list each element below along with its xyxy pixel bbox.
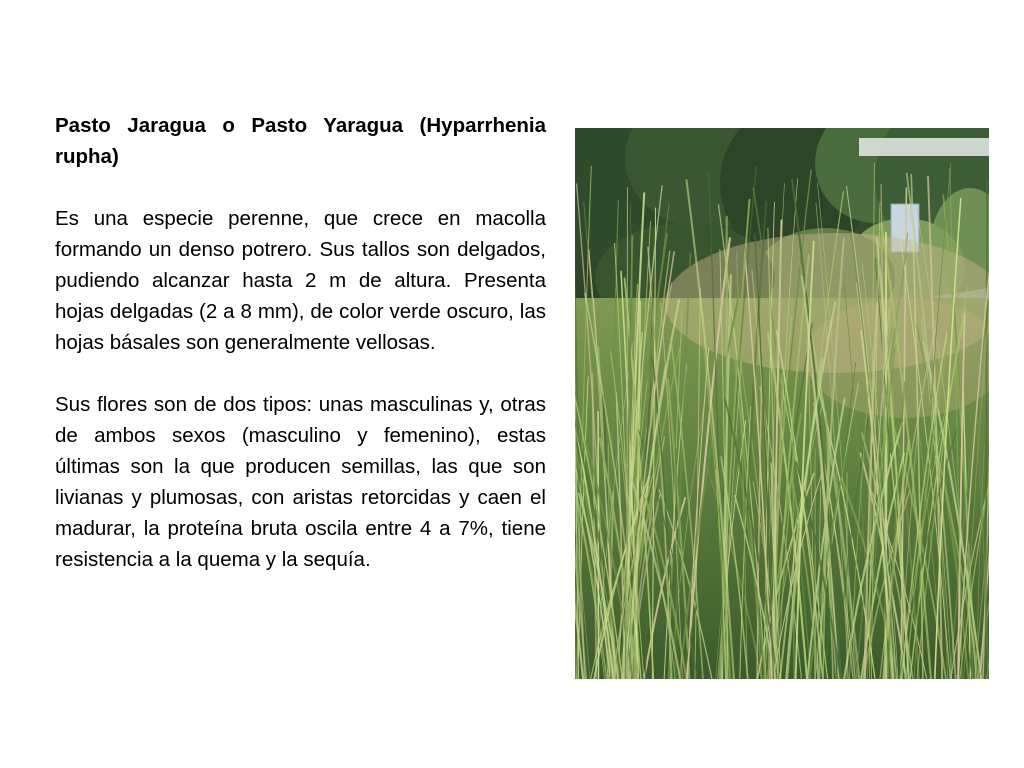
description-paragraph-1: Es una especie perenne, que crece en macolla formando un denso potrero. Sus tallos son delgados, pudiendo alcanzar hasta 2 m de altura. Presenta hojas delgadas (2 a 8 mm), de color verde oscuro, las hojas básales son generalmente vellosas. [55, 207, 546, 354]
grass-blade [627, 188, 628, 680]
grass-photo-illustration [575, 128, 989, 679]
description-paragraph-2: Sus flores son de dos tipos: unas masculinas y, otras de ambos sexos (masculino y femenino), estas últimas son la que producen semillas, las que son livianas y plumosas, con aristas retorcidas y caen el madurar, la proteína bruta oscila entre 4 a 7%, tiene resistencia a la quema y la sequía. [55, 393, 546, 571]
grass-photo [575, 128, 989, 679]
slide-title: Pasto Jaragua o Pasto Yaragua (Hyparrhenia rupha) [55, 114, 546, 168]
slide-text [55, 110, 546, 575]
grass-blade [815, 449, 816, 679]
